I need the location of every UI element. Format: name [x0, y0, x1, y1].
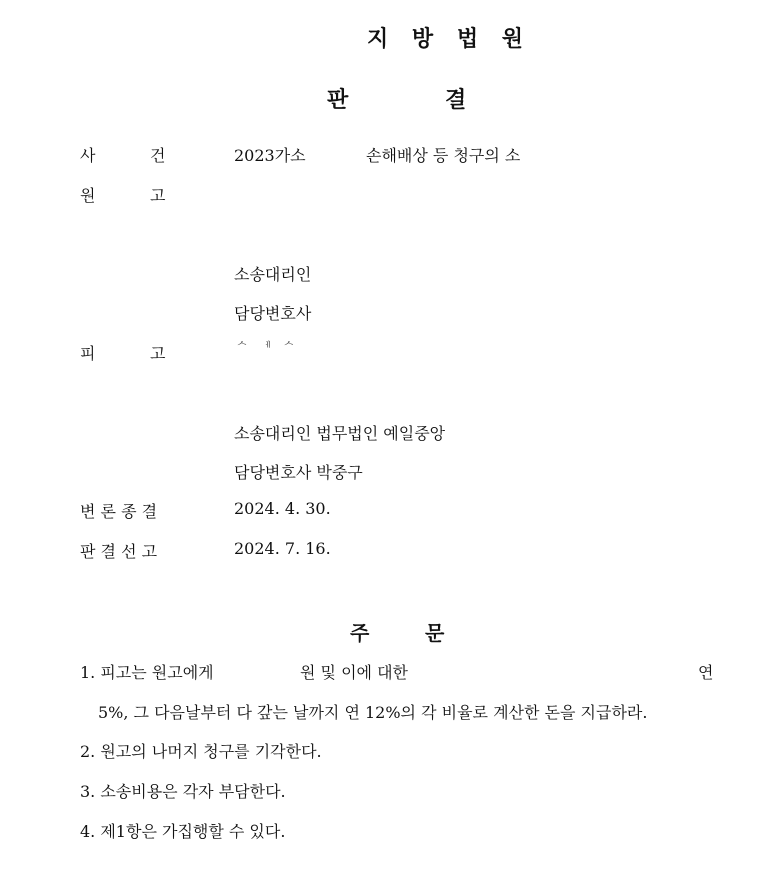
order-item-1-continued: 5%, 그 다음날부터 다 갚는 날까지 연 12%의 각 비율로 계산한 돈을 지급하라.	[98, 703, 648, 722]
judgment-date: 2024. 7. 16.	[234, 539, 331, 558]
plaintiff-label-a: 원	[80, 186, 96, 205]
case-number: 2023가소	[234, 146, 306, 165]
defendant-attorney-line: 담당변호사 박중구	[234, 463, 363, 482]
defendant-label-a: 피	[80, 344, 96, 363]
order-heading-b: 문	[425, 621, 445, 645]
plaintiff-attorney-label: 담당변호사	[234, 304, 312, 323]
order-item-3: 3. 소송비용은 각자 부담한다.	[80, 782, 286, 801]
judgment-date-label: 판 결 선 고	[80, 542, 158, 561]
order-heading-a: 주	[350, 621, 370, 645]
court-name: 지 방 법 원	[367, 26, 531, 52]
order-item-1-part-3: 연	[698, 663, 714, 682]
hearing-end-label: 변 론 종 결	[80, 502, 158, 521]
judgment-title-char-1: 판	[327, 87, 349, 113]
order-item-2: 2. 원고의 나머지 청구를 기각한다.	[80, 742, 322, 761]
case-label-a: 사	[80, 146, 96, 165]
defendant-agent-line: 소송대리인 법무법인 예일중앙	[234, 424, 446, 443]
case-label-b: 건	[150, 146, 166, 165]
judgment-title-char-2: 결	[445, 87, 467, 113]
defendant-label-b: 고	[150, 344, 166, 363]
order-item-4: 4. 제1항은 가집행할 수 있다.	[80, 822, 286, 841]
order-item-1-part-1: 1. 피고는 원고에게	[80, 663, 214, 682]
order-item-1-part-2: 원 및 이에 대한	[300, 663, 408, 682]
defendant-name-redacted: ᄉ ᅦ ᄉ	[236, 340, 299, 354]
plaintiff-agent-label: 소송대리인	[234, 265, 312, 284]
plaintiff-label-b: 고	[150, 186, 166, 205]
case-name: 손해배상 등 청구의 소	[366, 146, 521, 165]
hearing-end-date: 2024. 4. 30.	[234, 499, 331, 518]
